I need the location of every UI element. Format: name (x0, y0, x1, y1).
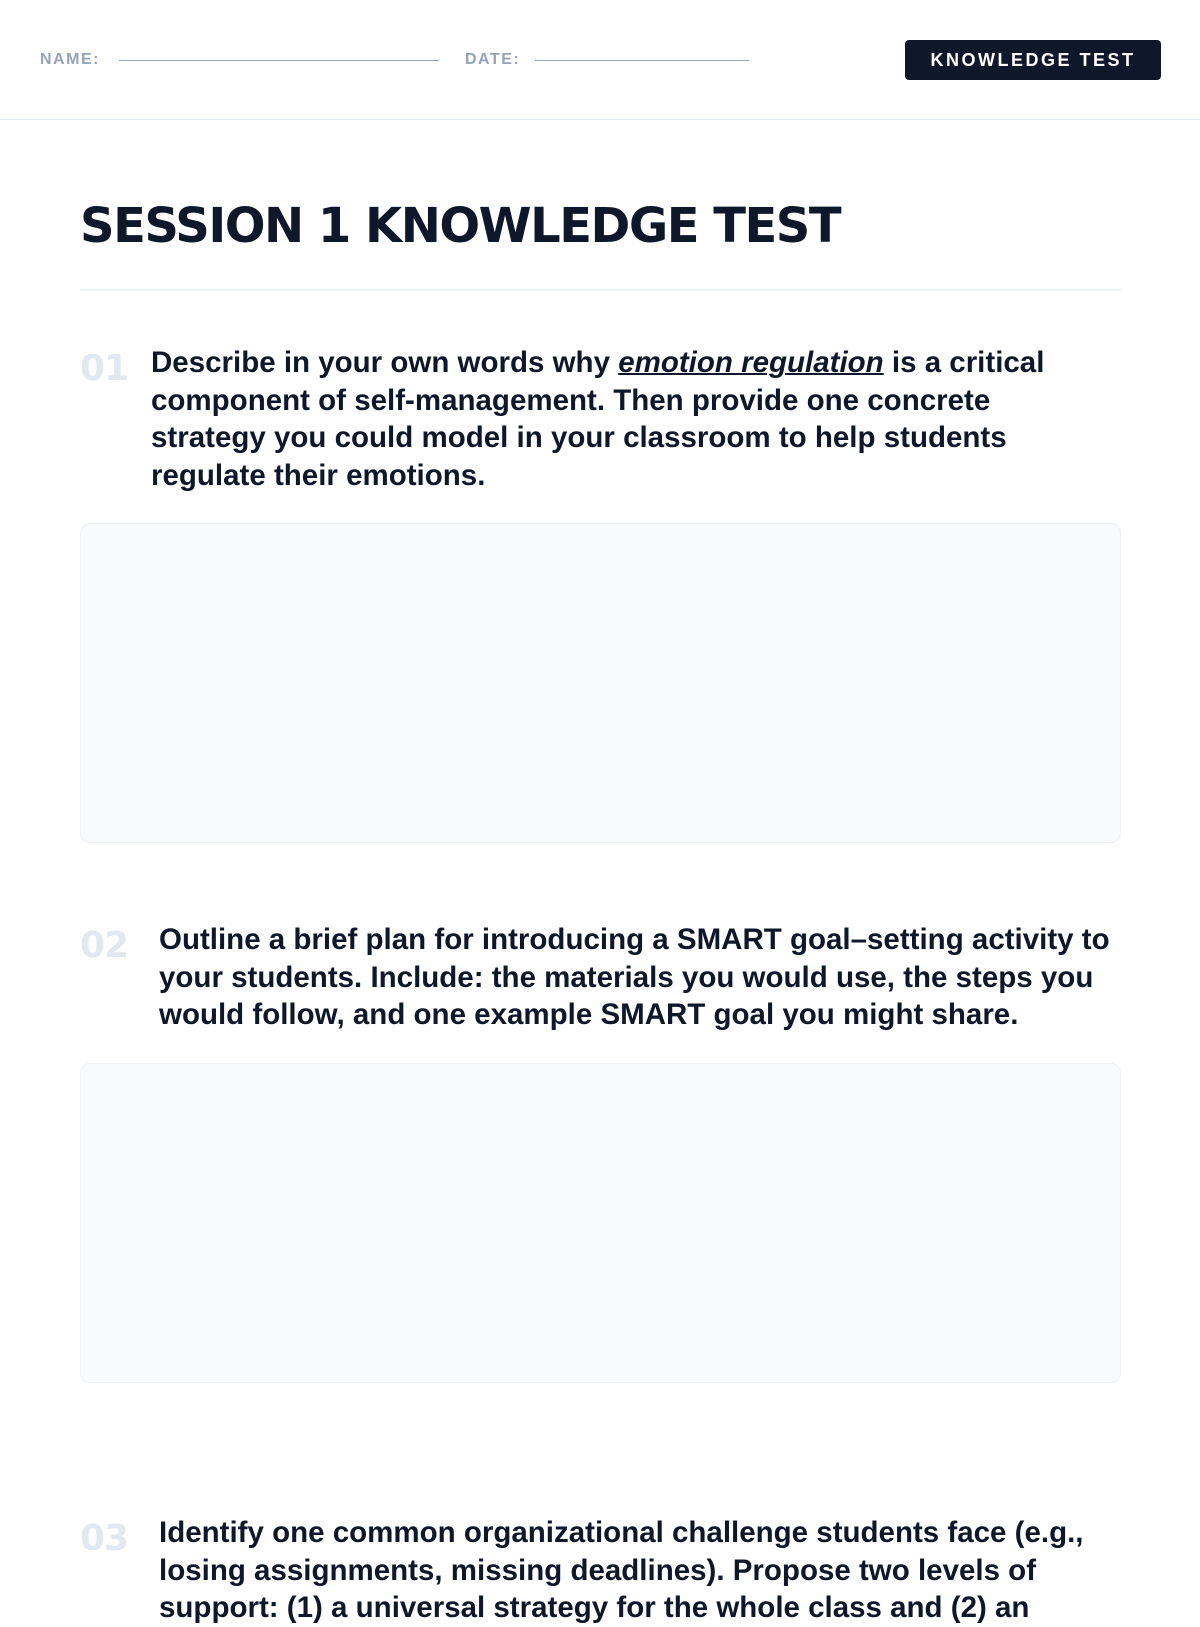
question-text (151, 344, 1111, 494)
name-label: NAME: (40, 51, 100, 68)
key-term: emotion regulation (618, 346, 884, 379)
title-divider (80, 289, 1121, 291)
question-number: 03 (80, 1518, 129, 1559)
page-title: SESSION 1 KNOWLEDGE TEST (80, 198, 841, 254)
question-text-part: Describe in your own words why (151, 346, 610, 379)
question-text-part: is a critical component of self-management. Then provide one concrete strategy you could model in your classroom to help students regulate their emotions. (151, 346, 1045, 492)
page-header (0, 0, 1200, 120)
knowledge-test-badge: KNOWLEDGE TEST (905, 40, 1161, 80)
question-text: Outline a brief plan for introducing a SMART goal–setting activity to your students. Include: the materials you would use, the steps you would follow, and one example SMART goal you might share. (159, 923, 1110, 1031)
question-text: Identify one common organizational challenge students face (e.g., losing assignments, missing deadlines). Propose two levels of support: (1) a universal strategy for the whole class and (2) an (159, 1516, 1084, 1624)
question-number: 01 (80, 348, 129, 389)
answer-box[interactable] (80, 1063, 1121, 1383)
name-field[interactable] (119, 60, 439, 61)
question-number: 02 (80, 925, 129, 966)
date-label: DATE: (465, 51, 521, 68)
answer-box[interactable] (80, 523, 1121, 843)
date-field[interactable] (535, 60, 749, 61)
